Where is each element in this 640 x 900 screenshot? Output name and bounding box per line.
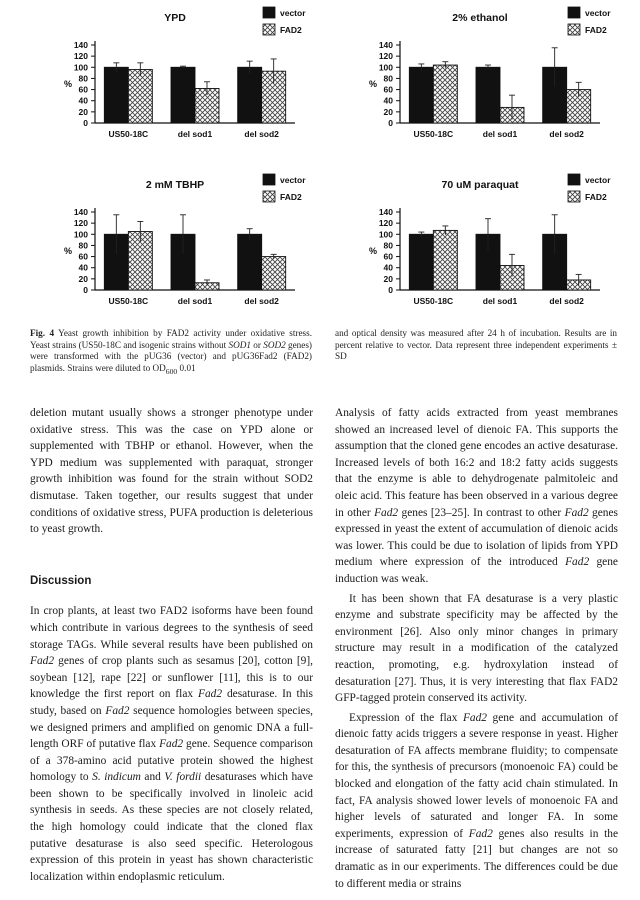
text-run: desaturases which have been shown to be specifically involved in linoleic acid synthesis in seeds. As these species are not closely related, the high homology could indicate that the cloned flax putative desaturase is also seed specific. Heterologous expression of this protein in yeast has shown characteristic localization within endoplasmic reticulum. xyxy=(30,771,313,883)
legend-label: FAD2 xyxy=(280,25,302,35)
x-tick-label: del sod2 xyxy=(244,296,279,306)
chart-paraquat xyxy=(350,172,620,335)
italic-term: Fad2 xyxy=(105,704,130,717)
y-axis-label: % xyxy=(63,79,73,89)
legend-label: vector xyxy=(280,8,306,18)
chart-title: YPD xyxy=(164,12,186,24)
x-tick-label: del sod1 xyxy=(177,296,213,306)
italic-term: Fad2 xyxy=(468,827,493,840)
bar-vector xyxy=(476,67,500,123)
chart-ethanol xyxy=(350,5,620,168)
legend-swatch-fad2 xyxy=(263,24,275,35)
legend-label: FAD2 xyxy=(585,25,607,35)
y-tick-label: 20 xyxy=(78,273,88,284)
figure-label: Fig. 4 xyxy=(30,328,55,338)
legend-label: FAD2 xyxy=(280,192,302,202)
paragraph: deletion mutant usually shows a stronger phenotype under oxidative stress. This was the case on YPD alone or supplemented with TBHP or ethanol. However, when the YPD medium was supplemented with paraquat, stronger growth inhibition was found for the strain without SOD2 dismutase. Taken together, our results suggest that under conditions of oxidative stress, PUFA production is deleterious to yeast growth. xyxy=(30,407,313,536)
y-tick-label: 60 xyxy=(383,251,393,262)
chart-ypd xyxy=(45,5,315,168)
y-tick-label: 120 xyxy=(378,51,393,62)
italic-term: Fad2 xyxy=(564,506,589,519)
text-run: genes also results in the increase of saturated fatty [21] but changes are not so dramatic as in our experiments. The differences could be due to different media or strains xyxy=(335,827,618,890)
paragraph xyxy=(335,405,618,588)
legend-swatch-vector xyxy=(263,174,275,185)
y-tick-label: 120 xyxy=(378,218,393,229)
italic-term: S. indicum xyxy=(92,771,141,784)
y-tick-label: 80 xyxy=(78,240,88,251)
chart-title: 2% ethanol xyxy=(452,12,508,24)
text-run: Expression of the flax xyxy=(349,711,463,724)
legend-label: vector xyxy=(585,175,611,185)
x-tick-label: US50-18C xyxy=(413,296,454,306)
y-tick-label: 20 xyxy=(383,106,393,117)
text-run: desaturase. In this study, based on xyxy=(30,688,313,717)
caption-gene: SOD2 xyxy=(263,339,286,350)
y-tick-label: 80 xyxy=(383,73,393,84)
bar-vector xyxy=(409,234,433,290)
caption-text: 0.01 xyxy=(177,362,196,373)
y-tick-label: 40 xyxy=(383,95,393,106)
legend-swatch-fad2 xyxy=(568,24,580,35)
x-tick-label: US50-18C xyxy=(108,129,149,139)
caption-text: or xyxy=(250,339,264,350)
bar-vector xyxy=(104,67,128,123)
legend-swatch-vector xyxy=(263,7,275,18)
italic-term: Fad2 xyxy=(197,688,223,701)
x-tick-label: del sod1 xyxy=(482,129,518,139)
legend-swatch-vector xyxy=(568,7,580,18)
bar-vector xyxy=(409,67,433,123)
text-run: gene induction was weak. xyxy=(335,556,618,585)
y-tick-label: 40 xyxy=(383,262,393,273)
caption-text: genes) were transformed with the pUG36 (vector) and pUG36Fad2 (FAD2) plasmids. Strains were diluted to OD xyxy=(30,339,312,373)
section-heading: Discussion xyxy=(30,574,92,587)
y-tick-label: 140 xyxy=(378,40,393,50)
text-run: genes expressed in yeast the extent of accumulation of dienoic acids was lower. This could be due to isolation of lipids from YPD medium where expression of the introduced xyxy=(335,506,618,569)
bar-fad2 xyxy=(128,70,152,123)
legend-swatch-fad2 xyxy=(568,191,580,202)
y-tick-label: 140 xyxy=(73,207,88,217)
x-tick-label: del sod2 xyxy=(549,129,584,139)
text-run: sequence homologies between species, we designed primers and amplified on genomic DNA a full-length ORF of putative flax xyxy=(30,704,313,751)
left-column xyxy=(30,405,313,885)
y-tick-label: 100 xyxy=(378,62,393,73)
y-tick-label: 0 xyxy=(388,118,393,128)
italic-term: Fad2 xyxy=(565,556,590,569)
italic-term: Fad2 xyxy=(374,506,399,519)
paragraph xyxy=(335,710,618,893)
y-tick-label: 100 xyxy=(378,229,393,240)
figure-caption xyxy=(30,328,312,377)
y-tick-label: 20 xyxy=(383,273,393,284)
bar-fad2 xyxy=(433,65,457,123)
y-tick-label: 120 xyxy=(73,218,88,229)
y-tick-label: 60 xyxy=(78,84,88,95)
text-run: gene and accumulation of dienoic fatty acids triggers a severe response in yeast. Higher desaturation of FA affects membrane fluidity; to compensate for this, the synthesis of precursors (monoenoic FA) could be blocked and elongation of the fatty acid chain stimulated. In fact, FA analysis showed lower levels of monoenoic FA and higher levels of saturated and longer FA. In some experiments, expression of xyxy=(335,711,619,840)
caption-text: Yeast growth inhibition by FAD2 activity under oxidative stress. Yeast strains (US50-18C and isogenic strains without xyxy=(30,328,312,350)
chart-title: 70 uM paraquat xyxy=(441,179,519,191)
italic-term: Fad2 xyxy=(462,711,487,724)
y-tick-label: 80 xyxy=(78,73,88,84)
paragraph: It has been shown that FA desaturase is a very plastic enzyme and substrate specificity may be affected by the environment [26]. Also only minor changes in primary structure may result in a modification of the catalyzed reaction, promoting, e.g. hydroxylation instead of desaturation [27]. Thus, it is very interesting that flax FAD2 GFP-tagged protein conserved its activity. xyxy=(335,592,618,705)
x-tick-label: del sod2 xyxy=(549,296,584,306)
italic-term: V. fordii xyxy=(164,771,202,784)
y-tick-label: 0 xyxy=(83,118,88,128)
y-tick-label: 40 xyxy=(78,262,88,273)
bar-vector xyxy=(238,67,262,123)
y-tick-label: 0 xyxy=(388,285,393,295)
x-tick-label: US50-18C xyxy=(108,296,149,306)
text-run: genes [23–25]. In contrast to other xyxy=(398,506,565,519)
y-tick-label: 120 xyxy=(73,51,88,62)
chart-tbhp xyxy=(45,172,315,335)
bar-fad2 xyxy=(433,230,457,290)
x-tick-label: del sod1 xyxy=(482,296,518,306)
legend-label: vector xyxy=(585,8,611,18)
legend-label: FAD2 xyxy=(585,192,607,202)
y-tick-label: 40 xyxy=(78,95,88,106)
caption-gene: SOD1 xyxy=(228,339,251,350)
y-tick-label: 100 xyxy=(73,229,88,240)
y-tick-label: 20 xyxy=(78,106,88,117)
y-tick-label: 0 xyxy=(83,285,88,295)
y-tick-label: 140 xyxy=(73,40,88,50)
right-column xyxy=(335,405,618,892)
text-run: In crop plants, at least two FAD2 isoforms have been found which contribute in various degrees to the synthesis of seed storage TAGs. While several results have been published on xyxy=(30,605,313,651)
figure-4 xyxy=(0,0,640,320)
y-axis-label: % xyxy=(368,246,378,256)
y-axis-label: % xyxy=(368,79,378,89)
text-run: gene. Sequence comparison of a 378-amino acid putative protein showed the highest homology to xyxy=(30,738,313,784)
legend-swatch-vector xyxy=(568,174,580,185)
italic-term: Fad2 xyxy=(159,738,184,751)
text-run: and xyxy=(140,771,165,784)
caption-subscript: 600 xyxy=(165,366,178,376)
bar-fad2 xyxy=(262,257,286,290)
legend-swatch-fad2 xyxy=(263,191,275,202)
figure-caption-continued: and optical density was measured after 24 h of incubation. Results are in percent relative to vector. Data represent three independent experiments ± SD xyxy=(335,328,617,362)
legend-label: vector xyxy=(280,175,306,185)
y-axis-label: % xyxy=(63,246,73,256)
bar-vector xyxy=(171,67,195,123)
italic-term: Fad2 xyxy=(30,655,55,668)
paragraph xyxy=(30,603,313,885)
y-tick-label: 100 xyxy=(73,62,88,73)
text-run: genes of crop plants such as sesamus [20], cotton [9], soybean [12], rape [22] or sunflower [11], this is to our knowledge the first report on flax xyxy=(30,655,313,701)
y-tick-label: 80 xyxy=(383,240,393,251)
x-tick-label: del sod2 xyxy=(244,129,279,139)
y-tick-label: 140 xyxy=(378,207,393,217)
y-tick-label: 60 xyxy=(78,251,88,262)
chart-title: 2 mM TBHP xyxy=(145,179,205,191)
x-tick-label: US50-18C xyxy=(413,129,454,139)
bar-vector xyxy=(238,234,262,290)
text-run: Analysis of fatty acids extracted from yeast membranes showed an increased level of dienoic FA. This supports the assumption that the cloned gene encodes an active desaturase. Increased levels of both 16:2 and 18:2 fatty acids suggests that the enzyme is able to dehydrogenate palmitoleic and oleic acid. This feature has been observed in a various degree in other xyxy=(335,407,618,519)
x-tick-label: del sod1 xyxy=(177,129,213,139)
y-tick-label: 60 xyxy=(383,84,393,95)
